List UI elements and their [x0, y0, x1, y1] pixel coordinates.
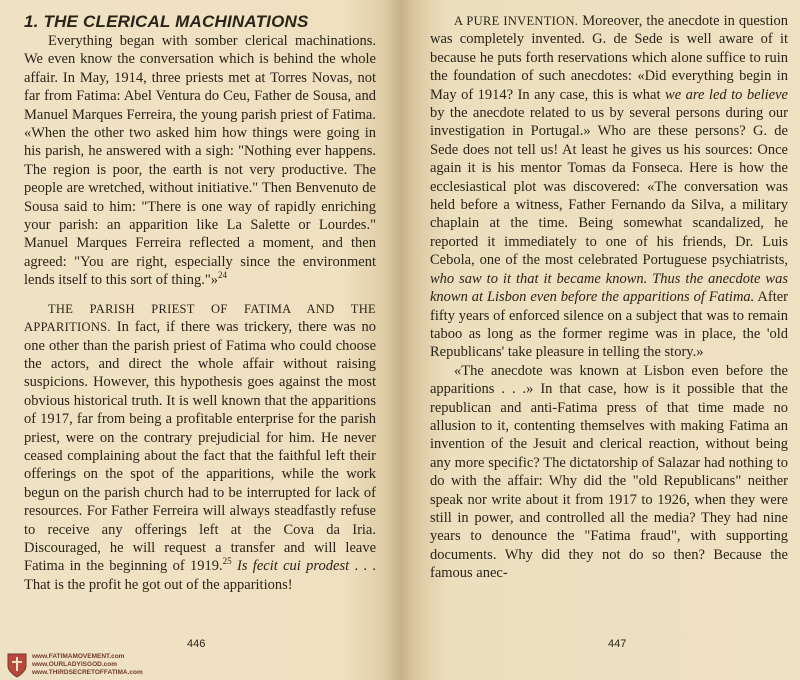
section-heading-pure-invention: A PURE INVENTION.	[454, 14, 579, 28]
page-number-right: 447	[608, 638, 627, 650]
watermark-url-3[interactable]: www.THIRDSECRETOFFATIMA.com	[32, 669, 143, 676]
footnote-ref-25: 25	[222, 556, 232, 567]
chapter-title: 1. THE CLERICAL MACHINATIONS	[24, 12, 309, 31]
right-paragraph-1: A PURE INVENTION. Moreover, the anecdote in question was completely invented. G. de Sede is well aware of it because he puts forth reservations which alone suffice to ruin the foundation of such anecdotes: «Did everything begin in May of 1914? In any case, this is what we are led to believe by the anecdote related to us by several persons during our investigation in Portugal.» Who are these persons? G. de Sede does not tell us! At least he gives us his sources: Once again it is his mentor Tomas da Fonseca. Here is how the ecclesiastical plot was discovered: «The conversation was held before a witness, Father Fernando da Silva, a military chaplain at the time. Being somewhat scandalized, he reported it immediately to one of his friends, Dr. Luis Cebola, one of the most celebrated Portuguese psychiatrists, who saw to it that it became known. Thus the anecdote was known at Lisbon even before the apparitions of Fatima. After fifty years of enforced silence on a subject that was to remain taboo as long as the former regime was in place, the 'old Republicans' take pleasure in telling the story.»	[430, 13, 788, 361]
left-paragraph-1	[24, 32, 376, 290]
watermark-urls	[32, 653, 143, 677]
fatima-crest-icon	[6, 652, 28, 678]
left-paragraph-2	[24, 300, 376, 595]
page-number-left: 446	[187, 638, 206, 650]
latin-phrase: Is fecit cui prodest	[237, 558, 350, 575]
watermark-url-2[interactable]: www.OURLADYISGOD.com	[32, 661, 117, 668]
left-p2-text: In fact, if there was trickery, there was no one other than the parish priest of Fatima who could choose the actors, and direct the whole affair without raising suspicions. However, this hypothesis goes against the most obvious historical truth. It is well known that the apparitions of 1917, far from being a profitable enterprise for the parish priest, were on the contrary prejudicial for him. He never ceased complaining about the fact that the faithful left their offerings on the spot of the apparitions, while the work begun on the parish church had to be interrupted for lack of resources. For Father Ferreira will always steadfastly refuse to receive any offerings left at the Cova da Iria. Discouraged, he will request a transfer and will leave Fatima in the beginning of 1919.	[24, 319, 376, 575]
watermark-url-1[interactable]: www.FATIMAMOVEMENT.com	[32, 653, 125, 660]
italic-led-to-believe: we are led to believe	[665, 86, 788, 103]
italic-became-known: who saw to it that it became known. Thus the anecdote was known at Lisbon even before the apparitions of Fatima.	[430, 270, 788, 306]
left-p2-ending: . . . That is the profit he got out of the apparitions!	[24, 558, 377, 593]
footnote-ref-24: 24	[218, 270, 228, 281]
watermark	[6, 652, 143, 678]
right-paragraph-2: «The anecdote was known at Lisbon even before the apparitions . . .» In that case, how is it possible that the republican and anti-Fatima press of that time made no allusion to it, contenting themselves with making Fatima an invention of the Jesuit and clerical reaction, without being any more specific? The dictatorship of Salazar had nothing to do with the affair: Why did the "old Republicans" neither speak nor write about it from 1917 to 1926, when they were still in power, and controlled all the media? They had nine years to denounce the "Fatima fraud", with supporting documents. Why did they not do so then? Because the famous anec-	[430, 362, 788, 582]
section-heading-parish-priest: THE PARISH PRIEST OF FATIMA AND THE APPARITIONS.	[24, 301, 376, 335]
left-p1-text: Everything began with somber clerical machinations. We even know the conversation which is behind the whole affair. In May, 1914, three priests met at Torres Novas, not far from Fatima: Abel Ventura do Ceu, Father de Sousa, and Manuel Marques Ferreira, the young parish priest of Fatima. «When the other two asked him how things were going in his parish, he answered with a sigh: "Nothing ever happens. The region is poor, the earth is not very productive. The people are wretched, without initiative." Then Benvenuto de Sousa said to him: "There is one way of rapidly enriching your parish: an apparition like La Salette or Lourdes." Manuel Marques Ferreira reflected a moment, and then agreed: "You are right, especially since the environment lends itself to this sort of thing."»	[24, 33, 376, 289]
left-page-text	[24, 12, 376, 594]
right-page	[400, 0, 800, 680]
right-page-text	[430, 12, 788, 583]
